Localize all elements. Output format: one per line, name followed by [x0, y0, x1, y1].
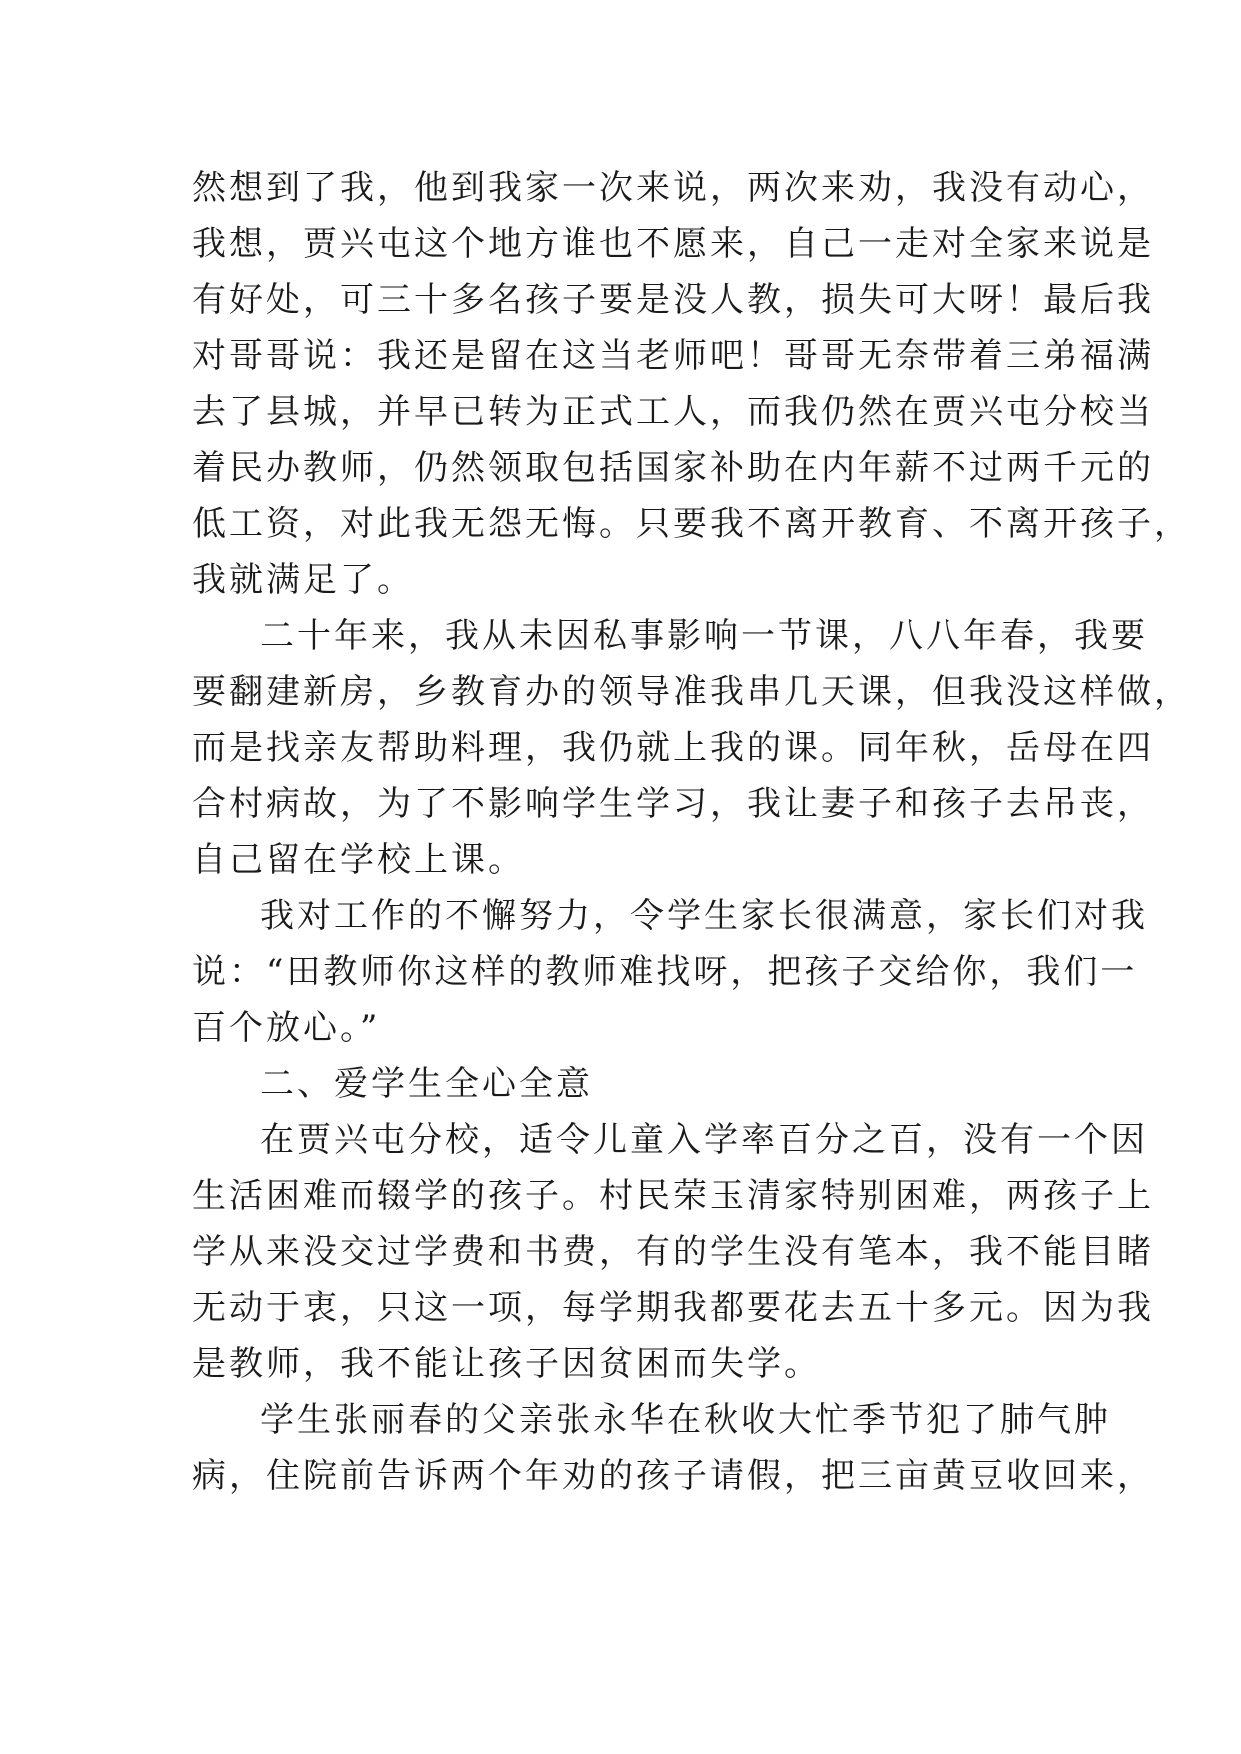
- text-line: 低工资，对此我无怨无悔。只要我不离开教育、不离开孩子，: [192, 504, 1191, 544]
- text-line: 病，住院前告诉两个年劝的孩子请假，把三亩黄豆收回来，: [192, 1456, 1154, 1496]
- text-line: 说：“田教师你这样的教师难找呀，把孩子交给你，我们一: [192, 952, 1138, 992]
- text-line: 要翻建新房，乡教育办的领导准我串几天课，但我没这样做，: [192, 672, 1191, 712]
- text-line: 我想，贾兴屯这个地方谁也不愿来，自己一走对全家来说是: [192, 224, 1154, 264]
- body-text: [192, 160, 1191, 1504]
- text-line: 无动于衷，只这一项，每学期我都要花去五十多元。因为我: [192, 1288, 1154, 1328]
- text-line: 百个放心。”: [192, 1008, 381, 1048]
- text-line: 二十年来，我从未因私事影响一节课，八八年春，我要: [260, 616, 1148, 656]
- text-line: 有好处，可三十多名孩子要是没人教，损失可大呀！最后我: [192, 280, 1154, 320]
- text-line: 是教师，我不能让孩子因贫困而失学。: [192, 1344, 821, 1384]
- text-line: 去了县城，并早已转为正式工人，而我仍然在贾兴屯分校当: [192, 392, 1154, 432]
- text-line: 而是找亲友帮助料理，我仍就上我的课。同年秋，岳母在四: [192, 728, 1154, 768]
- text-line: 然想到了我，他到我家一次来说，两次来劝，我没有动心，: [192, 168, 1154, 208]
- text-line: 自己留在学校上课。: [192, 840, 525, 880]
- text-line: 我对工作的不懈努力，令学生家长很满意，家长们对我: [260, 896, 1148, 936]
- text-line: 对哥哥说：我还是留在这当老师吧！哥哥无奈带着三弟福满: [192, 336, 1154, 376]
- text-line: 在贾兴屯分校，适令儿童入学率百分之百，没有一个因: [260, 1120, 1148, 1160]
- text-line: 着民办教师，仍然领取包括国家补助在内年薪不过两千元的: [192, 448, 1154, 488]
- text-line: 学从来没交过学费和书费，有的学生没有笔本，我不能目睹: [192, 1232, 1154, 1272]
- text-line: 合村病故，为了不影响学生学习，我让妻子和孩子去吊丧，: [192, 784, 1154, 824]
- section-heading: 二、爱学生全心全意: [260, 1064, 593, 1104]
- text-line: 学生张丽春的父亲张永华在秋收大忙季节犯了肺气肿: [260, 1400, 1111, 1440]
- text-line: 我就满足了。: [192, 560, 414, 600]
- text-line: 生活困难而辍学的孩子。村民荣玉清家特别困难，两孩子上: [192, 1176, 1154, 1216]
